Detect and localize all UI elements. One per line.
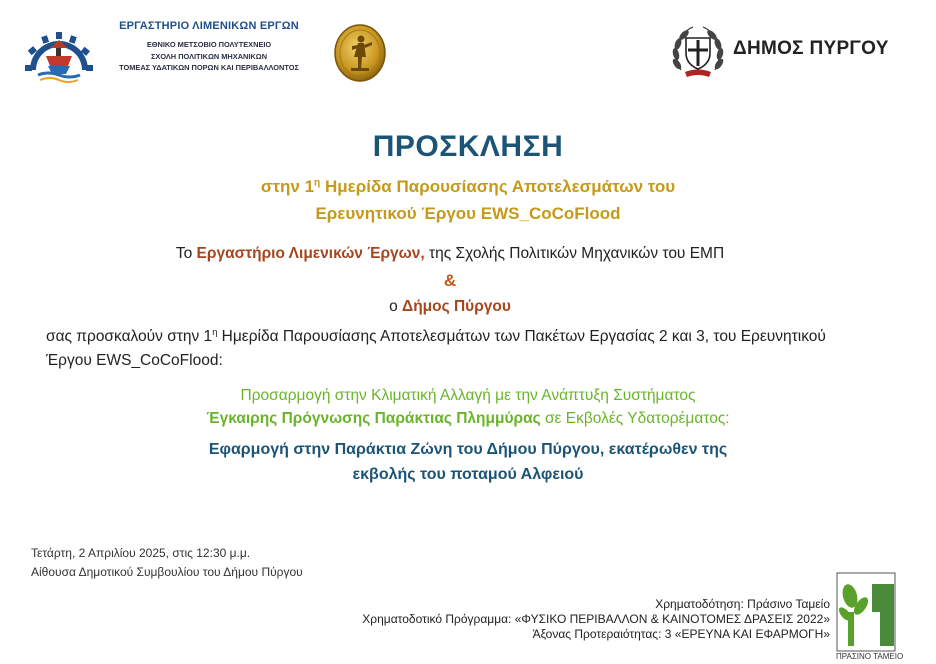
event-venue: Αίθουσα Δημοτικού Συμβουλίου του Δήμου Πύργου bbox=[31, 565, 303, 579]
municipality-name: ΔΗΜΟΣ ΠΥΡΓΟΥ bbox=[733, 38, 889, 59]
funding-program: Χρηματοδοτικό Πρόγραμμα: «ΦΥΣΙΚΟ ΠΕΡΙΒΑΛΛΟΝ & ΚΑΙΝΟΤΟΜΕΣ ΔΡΑΣΕΙΣ 2022» bbox=[362, 612, 830, 626]
municipality-inline-name: Δήμος Πύργου bbox=[402, 298, 511, 315]
lab-line-school: ΣΧΟΛΗ ΠΟΛΙΤΙΚΩΝ ΜΗΧΑΝΙΚΩΝ bbox=[150, 51, 268, 61]
event-details bbox=[31, 544, 303, 582]
project-title-line-2: Έγκαιρης Πρόγνωσης Παράκτιας Πλημμύρας σε Εκβολές Υδατορέματος: bbox=[206, 410, 730, 427]
application-line-1: Εφαρμογή στην Παράκτια Ζώνη του Δήμου Πύργου, εκατέρωθεν της bbox=[208, 441, 728, 458]
intro-line: Το Εργαστήριο Λιμενικών Έργων, της Σχολής Πολιτικών Μηχανικών του ΕΜΠ bbox=[175, 245, 725, 262]
funding-source: Χρηματοδότηση: Πράσινο Ταμείο bbox=[655, 597, 830, 611]
lab-logo bbox=[20, 18, 98, 84]
ampersand: & bbox=[443, 271, 457, 290]
municipality-line: ο Δήμος Πύργου bbox=[389, 298, 511, 315]
ntua-seal-logo bbox=[334, 24, 386, 82]
invitation-title: ΠΡΟΣΚΛΗΣΗ bbox=[372, 130, 564, 163]
lab-line-university: ΕΘΝΙΚΟ ΜΕΤΣΟΒΙΟ ΠΟΛΥΤΕΧΝΕΙΟ bbox=[146, 40, 272, 49]
funding-info bbox=[362, 597, 830, 642]
lab-line-department: ΤΟΜΕΑΣ ΥΔΑΤΙΚΩΝ ΠΟΡΩΝ ΚΑΙ ΠΕΡΙΒΑΛΛΟΝΤΟΣ bbox=[119, 63, 299, 72]
funding-priority-axis: Άξονας Προτεραιότητας: 3 «ΕΡΕΥΝΑ ΚΑΙ ΕΦΑΡΜΟΓΗ» bbox=[532, 627, 830, 641]
subtitle-line-1: στην $1^\eta$ Ημερίδα Παρουσίασης Αποτελεσμάτων του bbox=[260, 177, 676, 196]
application-line-2: εκβολής του ποταμού Αλφειού bbox=[352, 466, 584, 483]
lab-name: Εργαστήριο Λιμενικών Έργων, bbox=[196, 245, 425, 262]
lab-header-text bbox=[104, 20, 314, 74]
subtitle-line-2: Ερευνητικού Έργου EWS_CoCoFlood bbox=[315, 204, 621, 223]
green-fund-logo bbox=[836, 572, 896, 664]
event-datetime: Τετάρτη, 2 Απριλίου 2025, στις 12:30 μ.μ. bbox=[31, 546, 251, 560]
greek-emblem-logo bbox=[667, 20, 729, 82]
lab-title: ΕΡΓΑΣΤΗΡΙΟ ΛΙΜΕΝΙΚΩΝ ΕΡΓΩΝ bbox=[119, 20, 299, 32]
green-fund-caption: ΠΡΑΣΙΝΟ ΤΑΜΕΙΟ bbox=[836, 652, 904, 661]
invite-paragraph: σας προσκαλούν στην $1^\eta$ Ημερίδα Παρουσίασης Αποτελεσμάτων των Πακέτων Εργασίας 2 και 3, του Ερευνητικού Έργου EWS_CoCoFlood: bbox=[46, 327, 826, 370]
project-title-line-1: Προσαρμογή στην Κλιματική Αλλαγή με την Ανάπτυξη Συστήματος bbox=[240, 387, 696, 404]
